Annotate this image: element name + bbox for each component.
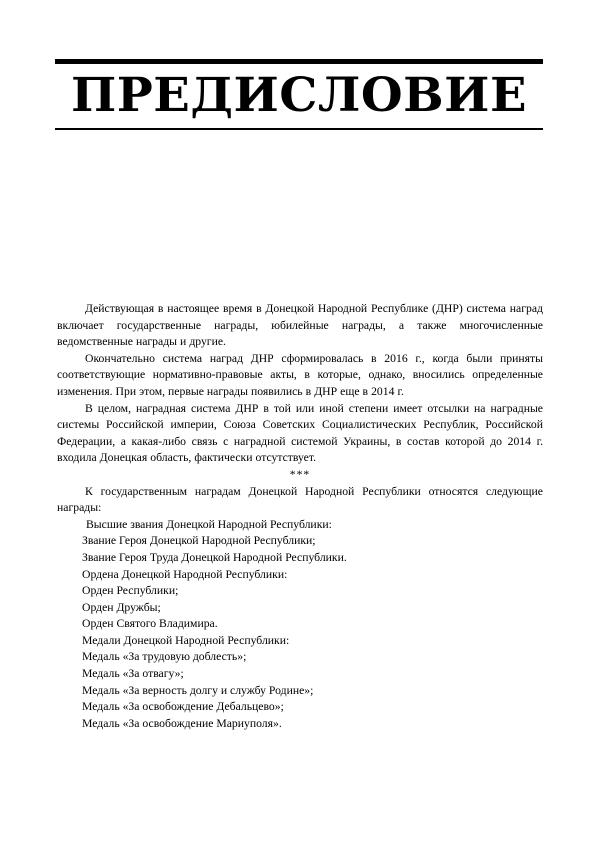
page-title: ПРЕДИСЛОВИЕ [70, 68, 528, 123]
paragraph-3: В целом, наградная система ДНР в той или иной степени имеет отсылки на наградные системы Российской империи, Союза Советских Социалистических Республик, Российской Федерации, а какая-либо связь с наградной системой Украины, в состав которой до 2014 г. входила Донецкая область, фактически отсутствует. [57, 401, 543, 465]
list-item: Орден Дружбы; [82, 600, 161, 614]
list-item: Медаль «За верность долгу и службу Родине»; [82, 683, 314, 697]
list-item: Звание Героя Труда Донецкой Народной Республики. [82, 550, 347, 564]
list-item: Медаль «За отвагу»; [82, 667, 184, 681]
list-item: Орден Святого Владимира. [82, 617, 218, 631]
title-rule-bottom [55, 128, 543, 130]
list-item: Медаль «За трудовую доблесть»; [82, 650, 247, 664]
list-item: Медаль «За освобождение Дебальцево»; [82, 700, 284, 714]
title-block [55, 59, 543, 130]
list-item: Медали Донецкой Народной Республики: [82, 633, 290, 647]
paragraph-2: Окончательно система наград ДНР сформировалась в 2016 г., когда были приняты соответствующие нормативно-правовые акты, в которые, однако, вносились определенные изменения. При этом, первые награды появились в ДНР еще в 2014 г. [57, 351, 543, 398]
list-item: Высшие звания Донецкой Народной Республики: [86, 517, 332, 531]
paragraph-intro-awards: К государственным наградам Донецкой Народной Республики относятся следующие награды: [57, 484, 543, 515]
list-item: Орден Республики; [82, 584, 179, 598]
section-separator: *** [289, 467, 311, 481]
list-item: Ордена Донецкой Народной Республики: [82, 567, 288, 581]
list-item: Звание Героя Донецкой Народной Республики; [82, 534, 316, 548]
list-item: Медаль «За освобождение Мариуполя». [82, 716, 282, 730]
award-list [57, 517, 543, 733]
body-content [57, 301, 543, 732]
paragraph-1: Действующая в настоящее время в Донецкой Народной Республике (ДНР) система наград включает государственные награды, юбилейные награды, а также многочисленные ведомственные награды и другие. [57, 302, 543, 349]
